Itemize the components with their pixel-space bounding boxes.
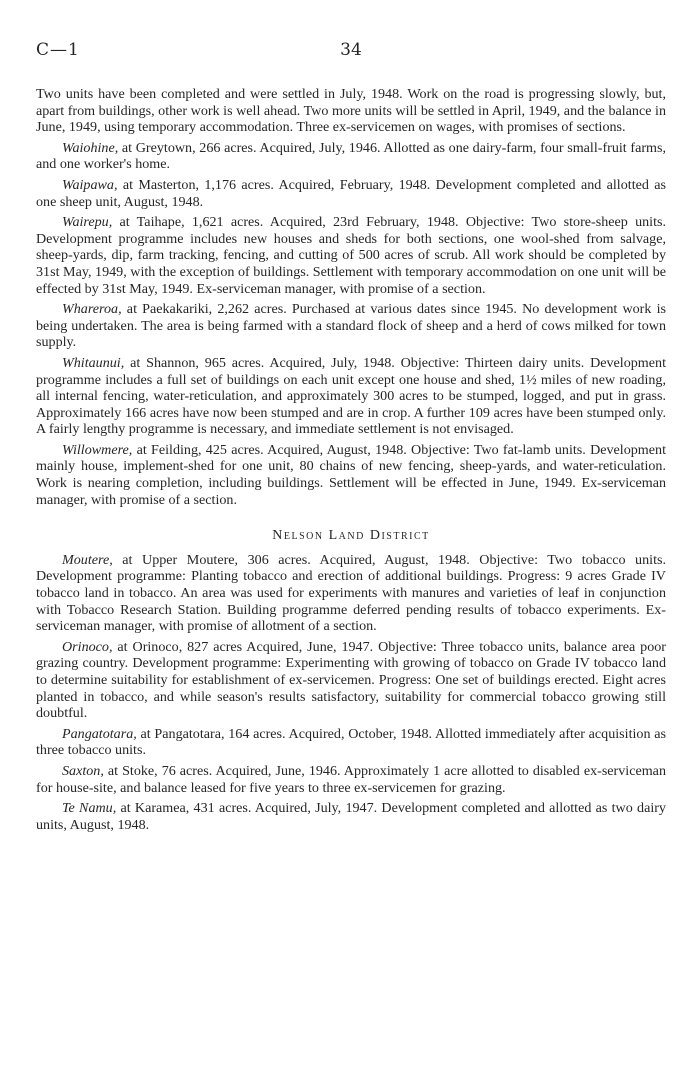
- property-name: Saxton,: [62, 762, 104, 779]
- property-description: at Taihape, 1,621 acres. Acquired, 23rd February, 1948. Objective: Two store-sheep units. Development programme includes new houses and sheds for both sections, one wool-shed from salvage, sheep-yards, dip, farm tracking, fencing, and cutting of 500 acres of scrub. All work should be completed by 31st May, 1949, with the exception of buildings. Settlement with temporary accommodation on one unit will be effected by 31st May, 1949. Ex-serviceman manager, with promise of a section.: [36, 214, 666, 297]
- property-name: Moutere,: [62, 551, 113, 568]
- property-name: Waiohine,: [62, 139, 119, 156]
- document-reference: C—1: [36, 40, 80, 60]
- property-name: Waipawa,: [62, 176, 118, 193]
- entry-whitaunui: [36, 355, 666, 438]
- page-number: 34: [340, 40, 362, 60]
- entry-pangatotara: [36, 726, 666, 759]
- property-description: at Greytown, 266 acres. Acquired, July, 1946. Allotted as one dairy-farm, four small-fruit farms, and one worker's home.: [36, 139, 666, 173]
- property-description: at Pangatotara, 164 acres. Acquired, October, 1948. Allotted immediately after acquisition as three tobacco units.: [36, 725, 666, 759]
- entry-waipawa: [36, 177, 666, 210]
- property-name: Te Namu,: [62, 800, 117, 817]
- entry-willowmere: [36, 442, 666, 508]
- entry-wairepu: [36, 214, 666, 297]
- entry-saxton: [36, 763, 666, 796]
- property-description: at Stoke, 76 acres. Acquired, June, 1946. Approximately 1 acre allotted to disabled ex-serviceman for house-site, and balance leased for five years to three ex-servicemen for grazing.: [36, 762, 666, 796]
- body-text: [36, 86, 666, 833]
- entry-whareroa: [36, 301, 666, 351]
- property-name: Orinoco,: [62, 638, 113, 655]
- property-name: Wairepu,: [62, 214, 113, 231]
- section-heading: Nelson Land District: [272, 528, 430, 544]
- entry-waiohine: [36, 140, 666, 173]
- property-description: at Paekakariki, 2,262 acres. Purchased at various dates since 1945. No development work is being undertaken. The area is being farmed with a standard flock of sheep and a herd of cows milked for town supply.: [36, 301, 666, 351]
- property-name: Whareroa,: [62, 301, 122, 318]
- property-name: Pangatotara,: [62, 725, 137, 742]
- intro-paragraph: Two units have been completed and were settled in July, 1948. Work on the road is progressing slowly, but, apart from buildings, other work is well ahead. Two more units will be settled in April, 1949, and the balance in June, 1949, using temporary accommodation. Three ex-servicemen on wages, with promises of sections.: [36, 86, 666, 136]
- property-name: Whitaunui,: [62, 354, 125, 371]
- entry-te-namu: [36, 800, 666, 833]
- property-description: at Orinoco, 827 acres Acquired, June, 1947. Objective: Three tobacco units, balance area poor grazing country. Development programme: Experimenting with growing of tobacco on Grade IV tobacco land to determine suitability for establishment of ex-servicemen. Progress: One set of buildings erected. Eight acres planted in tobacco, and while season's results satisfactory, suitability for commercial tobacco growing still doubtful.: [36, 638, 666, 722]
- property-name: Willowmere,: [62, 441, 133, 458]
- entry-orinoco: [36, 639, 666, 722]
- property-description: at Karamea, 431 acres. Acquired, July, 1947. Development completed and allotted as two dairy units, August, 1948.: [36, 800, 666, 833]
- entry-moutere: [36, 552, 666, 635]
- property-description: at Upper Moutere, 306 acres. Acquired, August, 1948. Objective: Two tobacco units. Development programme: Planting tobacco and erection of additional buildings. Progress: 9 acres Grade IV tobacco land in tobacco. An area was used for experiments with manures and varieties of leaf in conjunction with Tobacco Research Station. Building programme deferred pending results of tobacco experiments. Ex-serviceman manager, with promise of allotment of a section.: [36, 551, 666, 635]
- property-description: at Shannon, 965 acres. Acquired, July, 1948. Objective: Thirteen dairy units. Development programme includes a full set of buildings on each unit except one house and shed, 1½ miles of new roading, all internal fencing, water-reticulation, and approximately 300 acres to be stumped, logged, and put in grass. Approximately 166 acres have now been stumped and are in crop. A further 109 acres have been stumped only. A fairly lengthy programme is necessary, and immediate settlement is not envisaged.: [36, 354, 666, 438]
- property-description: at Feilding, 425 acres. Acquired, August, 1948. Objective: Two fat-lamb units. Development mainly house, implement-shed for one unit, 80 chains of new fencing, sheep-yards, and water-reticulation. Work is nearing completion, including buildings. Settlement will be effected in June, 1949. Ex-serviceman manager, with promise of a section.: [36, 441, 666, 508]
- property-description: at Masterton, 1,176 acres. Acquired, February, 1948. Development completed and allotted as one sheep unit, August, 1948.: [36, 176, 666, 210]
- page-header: [36, 40, 666, 64]
